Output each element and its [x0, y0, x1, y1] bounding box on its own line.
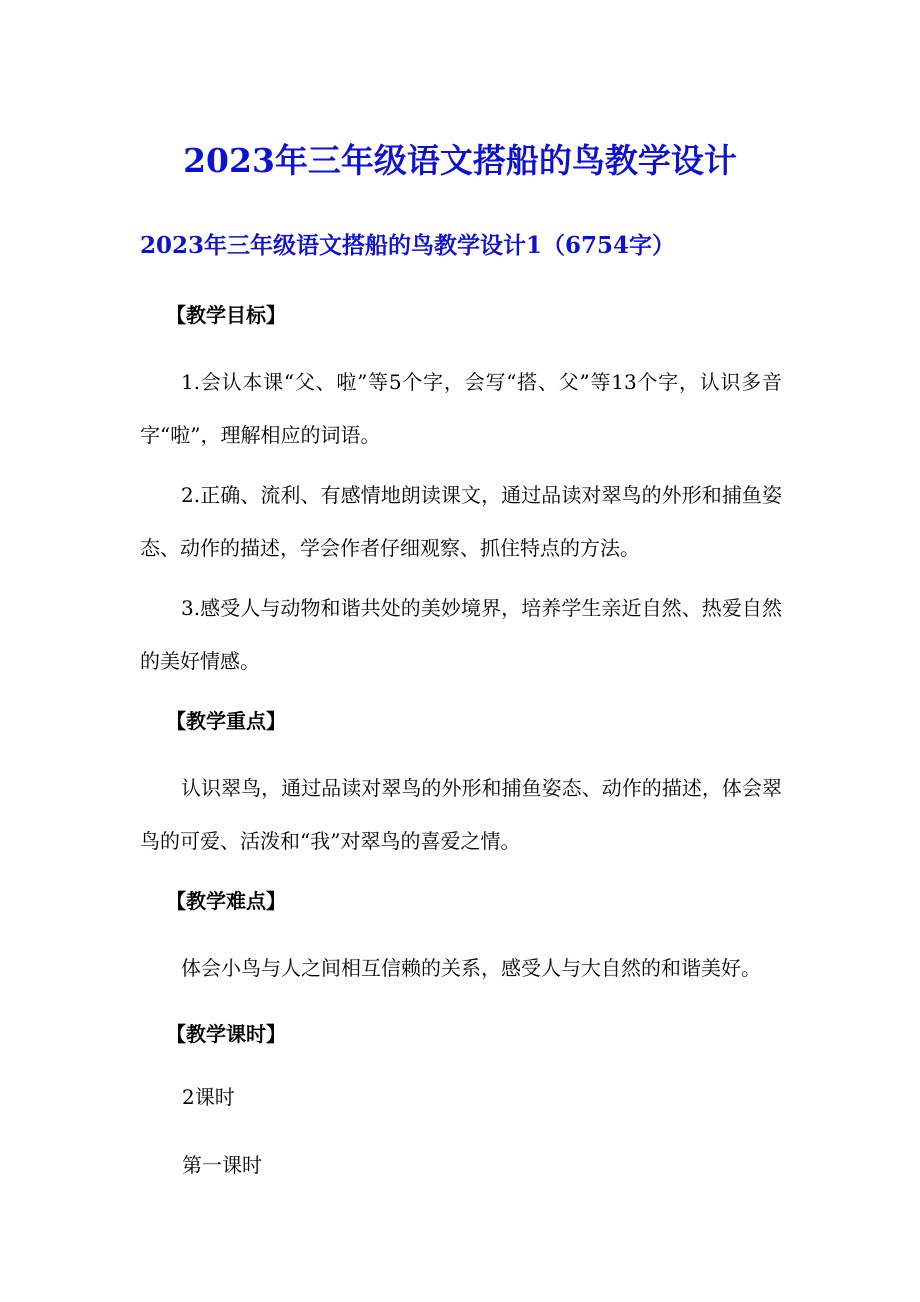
- objective-item-3: 3.感受人与动物和谐共处的美妙境界，培养学生亲近自然、热爱自然的美好情感。: [140, 596, 782, 673]
- difficulties-text: 体会小鸟与人之间相互信赖的关系，感受人与大自然的和谐美好。: [181, 956, 761, 980]
- periods-count: 2课时: [182, 1085, 235, 1109]
- periods-heading: 【教学课时】: [166, 1022, 286, 1046]
- key-points-text: 认识翠鸟，通过品读对翠鸟的外形和捕鱼姿态、动作的描述，体会翠鸟的可爱、活泼和“我”对翠鸟的喜爱之情。: [140, 776, 782, 853]
- first-period-label: 第一课时: [182, 1153, 262, 1177]
- document-subtitle: 2023年三年级语文搭船的鸟教学设计1（6754字）: [140, 232, 676, 259]
- objective-item-2: 2.正确、流利、有感情地朗读课文，通过品读对翠鸟的外形和捕鱼姿态、动作的描述，学会作者仔细观察、抓住特点的方法。: [140, 483, 782, 560]
- document-title: 2023年三年级语文搭船的鸟教学设计: [183, 141, 737, 180]
- difficulties-heading: 【教学难点】: [166, 889, 286, 913]
- objective-item-1: 1.会认本课“父、啦”等5个字，会写“搭、父”等13个字，认识多音字“啦”，理解相应的词语。: [140, 370, 782, 447]
- objectives-heading: 【教学目标】: [166, 303, 286, 327]
- key-points-heading: 【教学重点】: [166, 709, 286, 733]
